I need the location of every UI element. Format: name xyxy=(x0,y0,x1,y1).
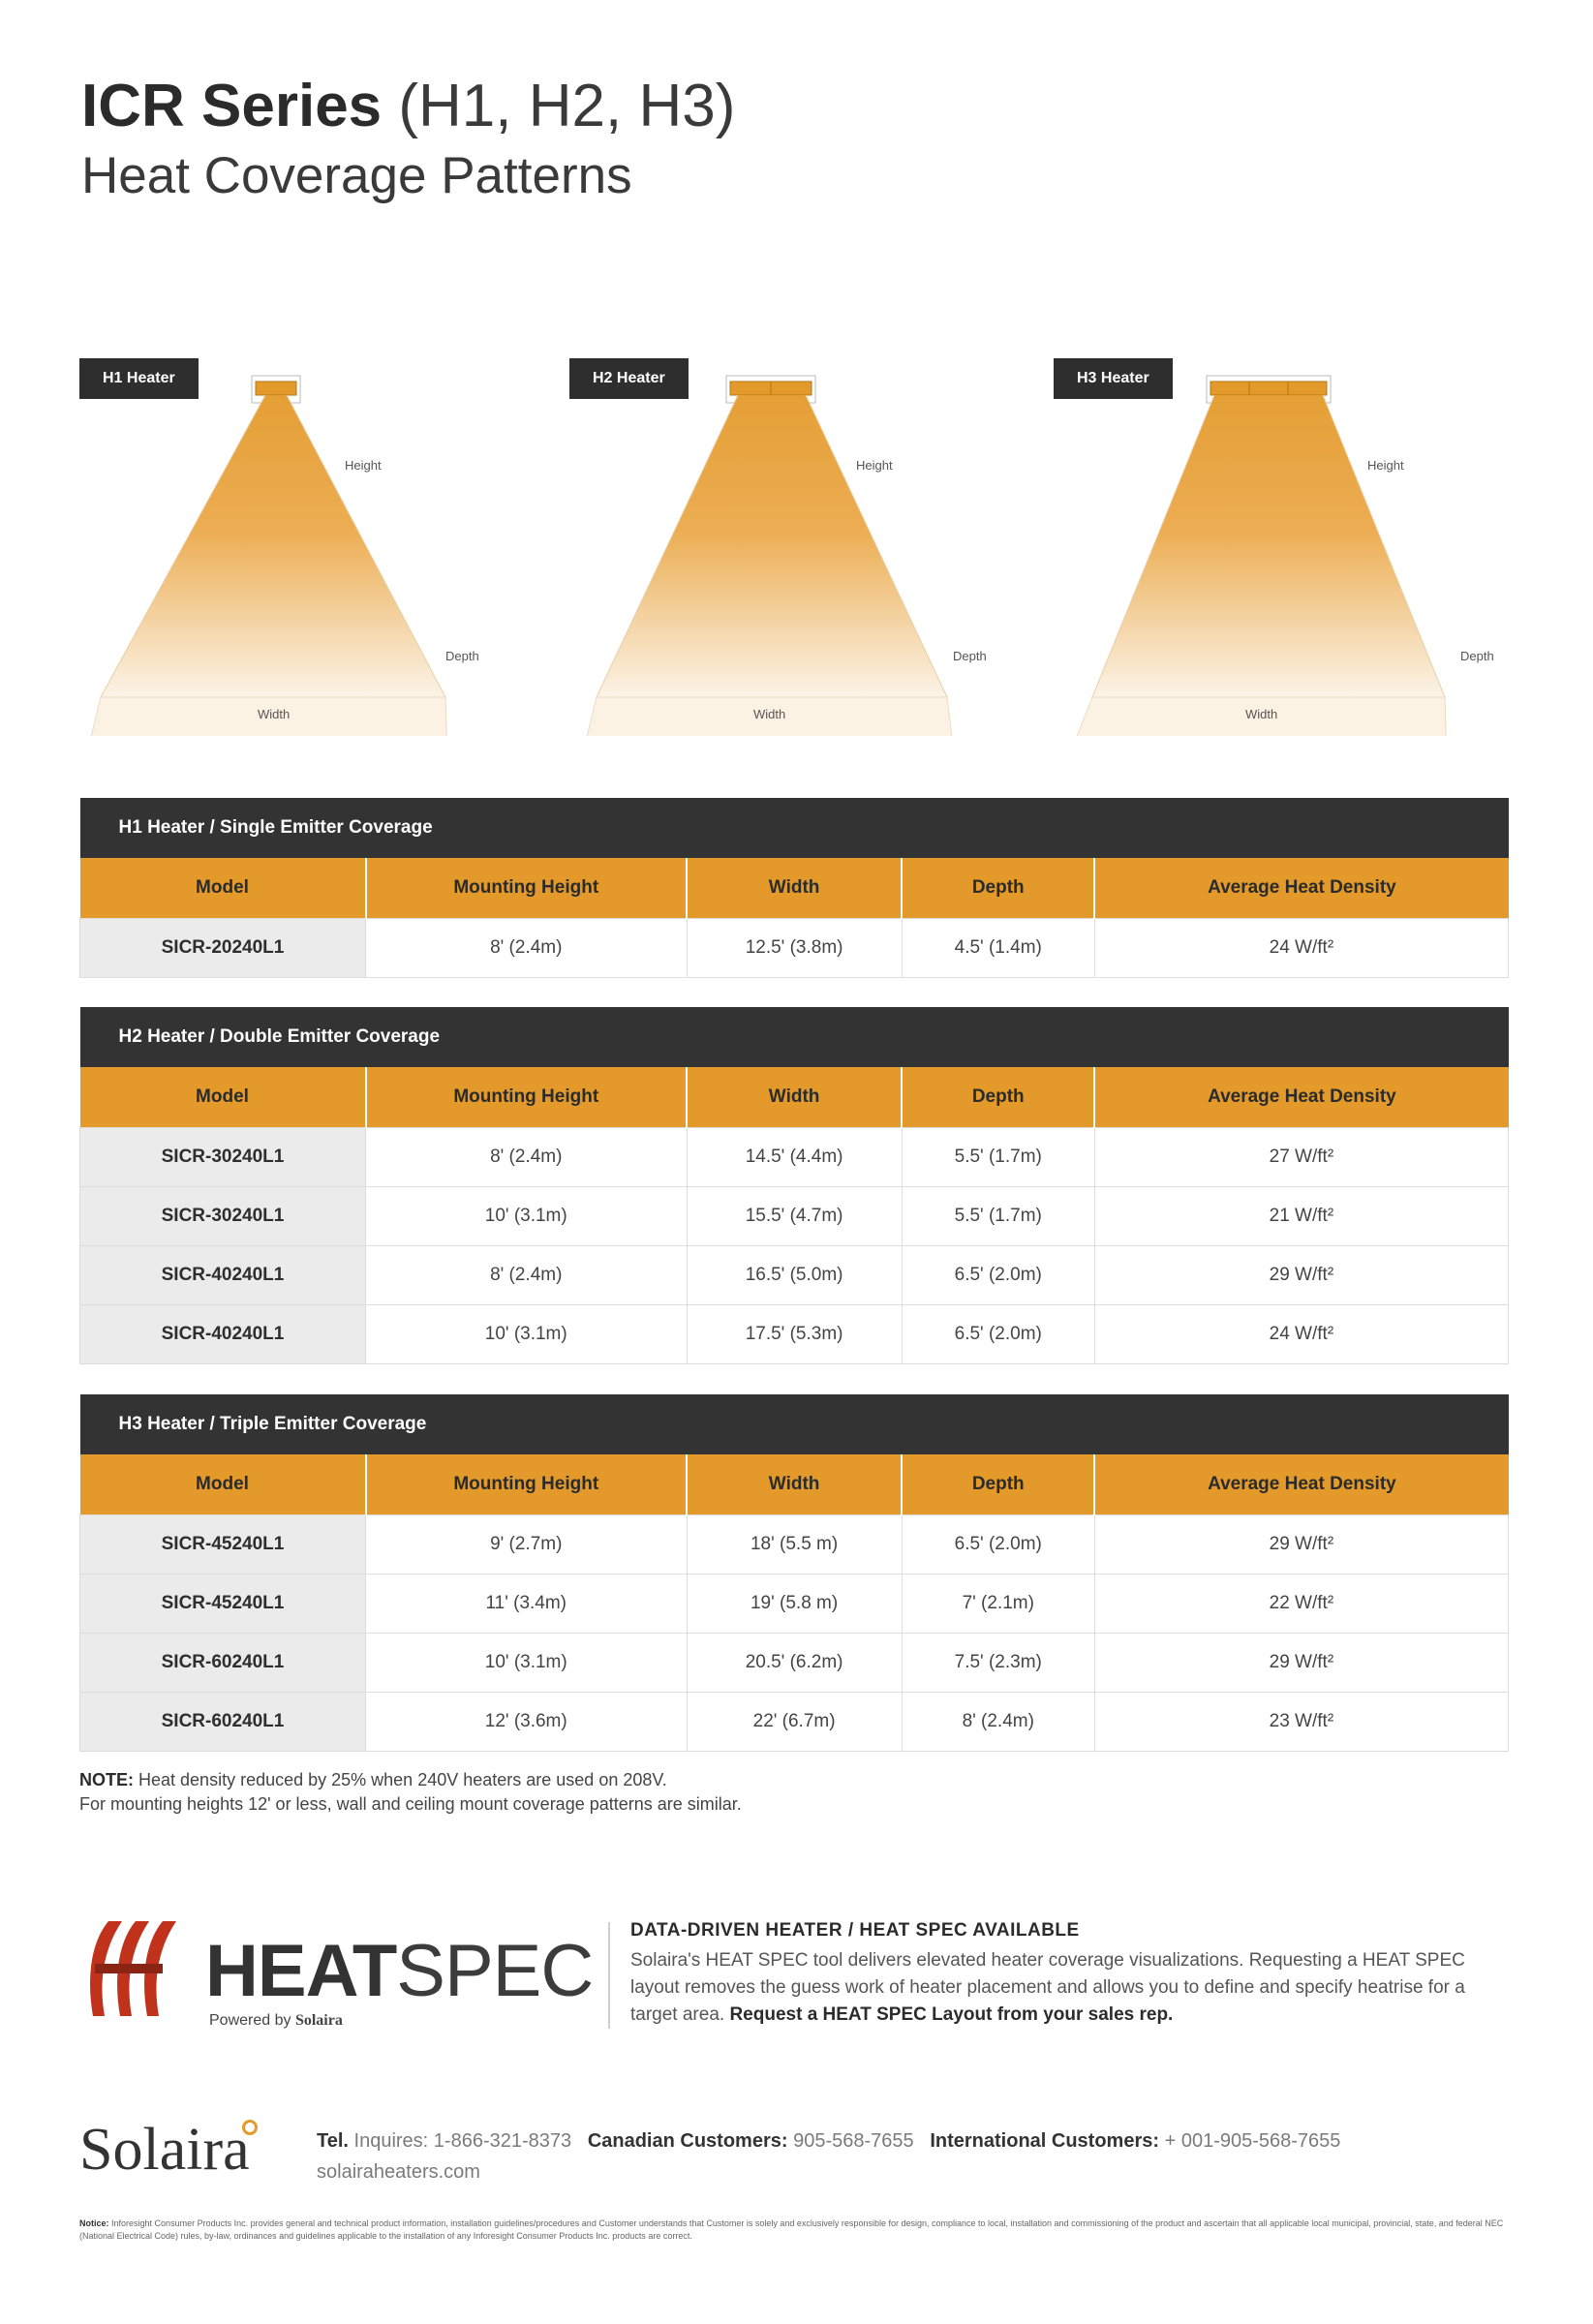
h2-coverage-table xyxy=(79,1007,1509,1364)
col-mounting-height: Mounting Height xyxy=(366,1454,688,1514)
heat-density-cell: 29 W/ft² xyxy=(1094,1245,1508,1304)
heatspec-body xyxy=(630,1947,1483,2029)
width-cell: 22' (6.7m) xyxy=(687,1692,902,1751)
table-row xyxy=(80,1186,1509,1245)
heatspec-divider xyxy=(608,1922,610,2029)
col-heat-density: Average Heat Density xyxy=(1094,1454,1508,1514)
table-row xyxy=(80,918,1509,977)
note-text-1: Heat density reduced by 25% when 240V heaters are used on 208V. xyxy=(138,1770,667,1789)
heatspec-info xyxy=(630,1920,1483,2029)
tel-value: Inquires: 1-866-321-8373 xyxy=(353,2130,572,2152)
heatspec-heading: DATA-DRIVEN HEATER / HEAT SPEC AVAILABLE xyxy=(630,1920,1080,1941)
model-cell: SICR-40240L1 xyxy=(80,1304,366,1363)
depth-cell: 7.5' (2.3m) xyxy=(902,1633,1094,1692)
heat-density-cell: 27 W/ft² xyxy=(1094,1127,1508,1186)
h3-width-label: Width xyxy=(1245,707,1278,721)
width-cell: 18' (5.5 m) xyxy=(687,1514,902,1574)
website-link[interactable]: solairaheaters.com xyxy=(317,2161,480,2183)
contact-info xyxy=(317,2125,1340,2187)
mounting-height-cell: 8' (2.4m) xyxy=(366,1127,688,1186)
h1-tag: H1 Heater xyxy=(79,358,199,399)
depth-cell: 6.5' (2.0m) xyxy=(902,1514,1094,1574)
powered-by-text: Powered by xyxy=(209,2012,291,2029)
solaira-ring-icon xyxy=(242,2120,258,2135)
col-heat-density: Average Heat Density xyxy=(1094,1067,1508,1127)
col-width: Width xyxy=(687,1454,902,1514)
heatspec-cta: Request a HEAT SPEC Layout from your sales rep. xyxy=(729,2004,1174,2025)
h2-depth-label: Depth xyxy=(953,649,987,663)
table-header-row xyxy=(80,858,1509,918)
col-depth: Depth xyxy=(902,858,1094,918)
h3-coverage-area xyxy=(1092,395,1445,697)
depth-cell: 5.5' (1.7m) xyxy=(902,1127,1094,1186)
powered-by-brand: Solaira xyxy=(294,2012,343,2029)
depth-cell: 6.5' (2.0m) xyxy=(902,1304,1094,1363)
tel-label: Tel. xyxy=(317,2130,349,2152)
h1-height-label: Height xyxy=(345,458,382,473)
h3-coverage-cone xyxy=(1054,358,1509,736)
table-row xyxy=(80,1127,1509,1186)
h3-depth-label: Depth xyxy=(1460,649,1494,663)
mounting-height-cell: 10' (3.1m) xyxy=(366,1304,688,1363)
h1-coverage-area xyxy=(101,395,445,697)
depth-cell: 6.5' (2.0m) xyxy=(902,1245,1094,1304)
col-mounting-height: Mounting Height xyxy=(366,858,688,918)
heatspec-mark-icon xyxy=(79,1915,203,2022)
table-row xyxy=(80,1304,1509,1363)
model-cell: SICR-30240L1 xyxy=(80,1127,366,1186)
h1-coverage-table xyxy=(79,798,1509,978)
heat-density-cell: 29 W/ft² xyxy=(1094,1514,1508,1574)
note xyxy=(79,1768,742,1817)
width-cell: 16.5' (5.0m) xyxy=(687,1245,902,1304)
depth-cell: 4.5' (1.4m) xyxy=(902,918,1094,977)
mounting-height-cell: 11' (3.4m) xyxy=(366,1574,688,1633)
heat-density-cell: 24 W/ft² xyxy=(1094,1304,1508,1363)
page-subtitle: Heat Coverage Patterns xyxy=(81,147,632,204)
h3-emitters xyxy=(1210,382,1327,395)
table-row xyxy=(80,1514,1509,1574)
table-row xyxy=(80,1633,1509,1692)
mounting-height-cell: 8' (2.4m) xyxy=(366,1245,688,1304)
intl-value: + 001-905-568-7655 xyxy=(1164,2130,1341,2152)
h1-width-label: Width xyxy=(258,707,291,721)
canada-value: 905-568-7655 xyxy=(793,2130,914,2152)
h2-coverage-cone xyxy=(569,358,1025,736)
width-cell: 17.5' (5.3m) xyxy=(687,1304,902,1363)
col-width: Width xyxy=(687,1067,902,1127)
col-model: Model xyxy=(80,1067,366,1127)
h2-diagram xyxy=(569,358,1025,736)
solaira-wordmark: Solaira xyxy=(79,2117,250,2183)
depth-cell: 7' (2.1m) xyxy=(902,1574,1094,1633)
table-header-row xyxy=(80,1067,1509,1127)
canada-label: Canadian Customers: xyxy=(587,2130,788,2152)
mounting-height-cell: 10' (3.1m) xyxy=(366,1633,688,1692)
h1-coverage-cone xyxy=(79,358,535,736)
legal-label: Notice: xyxy=(79,2218,109,2228)
col-mounting-height: Mounting Height xyxy=(366,1067,688,1127)
table-section-header xyxy=(80,1394,1509,1454)
heat-density-cell: 29 W/ft² xyxy=(1094,1633,1508,1692)
heatspec-bold: HEAT xyxy=(205,1930,397,2012)
solaira-logo xyxy=(79,2116,250,2185)
table-header-row xyxy=(80,1454,1509,1514)
h2-width-label: Width xyxy=(753,707,786,721)
model-cell: SICR-45240L1 xyxy=(80,1574,366,1633)
width-cell: 15.5' (4.7m) xyxy=(687,1186,902,1245)
note-line-1 xyxy=(79,1768,742,1792)
h2-tag: H2 Heater xyxy=(569,358,689,399)
model-cell: SICR-60240L1 xyxy=(80,1692,366,1751)
heat-density-cell: 24 W/ft² xyxy=(1094,918,1508,977)
h3-coverage-table xyxy=(79,1394,1509,1752)
heatspec-logo xyxy=(79,1915,594,2032)
depth-cell: 8' (2.4m) xyxy=(902,1692,1094,1751)
width-cell: 19' (5.8 m) xyxy=(687,1574,902,1633)
contact-phones xyxy=(317,2125,1340,2156)
page-title xyxy=(81,70,735,143)
heatspec-wordmark xyxy=(205,1930,594,2012)
width-cell: 12.5' (3.8m) xyxy=(687,918,902,977)
mounting-height-cell: 12' (3.6m) xyxy=(366,1692,688,1751)
col-width: Width xyxy=(687,858,902,918)
table-section-header xyxy=(80,1007,1509,1067)
width-cell: 14.5' (4.4m) xyxy=(687,1127,902,1186)
table-title: H3 Heater / Triple Emitter Coverage xyxy=(80,1394,1509,1454)
model-cell: SICR-45240L1 xyxy=(80,1514,366,1574)
depth-cell: 5.5' (1.7m) xyxy=(902,1186,1094,1245)
mounting-height-cell: 9' (2.7m) xyxy=(366,1514,688,1574)
model-cell: SICR-40240L1 xyxy=(80,1245,366,1304)
mounting-height-cell: 8' (2.4m) xyxy=(366,918,688,977)
table-title: H2 Heater / Double Emitter Coverage xyxy=(80,1007,1509,1067)
model-cell: SICR-60240L1 xyxy=(80,1633,366,1692)
heat-density-cell: 22 W/ft² xyxy=(1094,1574,1508,1633)
col-model: Model xyxy=(80,858,366,918)
heatspec-powered-by xyxy=(209,2012,343,2030)
note-label: NOTE: xyxy=(79,1770,134,1789)
h3-tag: H3 Heater xyxy=(1054,358,1173,399)
note-line-2: For mounting heights 12' or less, wall and ceiling mount coverage patterns are similar. xyxy=(79,1794,742,1814)
h1-depth-label: Depth xyxy=(445,649,479,663)
col-depth: Depth xyxy=(902,1454,1094,1514)
model-cell: SICR-20240L1 xyxy=(80,918,366,977)
heat-density-cell: 21 W/ft² xyxy=(1094,1186,1508,1245)
mounting-height-cell: 10' (3.1m) xyxy=(366,1186,688,1245)
heat-density-cell: 23 W/ft² xyxy=(1094,1692,1508,1751)
h3-diagram xyxy=(1054,358,1509,736)
col-depth: Depth xyxy=(902,1067,1094,1127)
legal-text: Inforesight Consumer Products Inc. provides general and technical product information, installation guidelines/procedures and Customer understands that Customer is solely and exclusively responsible for design, compliance to local, installation and commissioning of the product and ascertain that all applicable local municipal, provincial, state, and federal NEC (National Electrical Code) rules, by-law, ordinances and guidelines applicable to the installation of any Inforesight Consumer Products Inc. products are correct. xyxy=(79,2218,1504,2241)
series-name: ICR Series xyxy=(81,73,383,139)
width-cell: 20.5' (6.2m) xyxy=(687,1633,902,1692)
heatspec-body-text: Solaira's HEAT SPEC tool delivers elevated heater coverage visualizations. Requesting a HEAT SPEC layout removes the guess work of heater placement and allows you to define and specify heatrise for a target area. xyxy=(630,1950,1465,2025)
model-cell: SICR-30240L1 xyxy=(80,1186,366,1245)
h2-height-label: Height xyxy=(856,458,893,473)
heatspec-light: SPEC xyxy=(396,1930,594,2012)
legal-notice xyxy=(79,2217,1513,2243)
table-section-header xyxy=(80,798,1509,858)
h3-height-label: Height xyxy=(1367,458,1404,473)
table-row xyxy=(80,1574,1509,1633)
series-models: (H1, H2, H3) xyxy=(398,73,736,139)
table-row xyxy=(80,1245,1509,1304)
h1-diagram xyxy=(79,358,535,736)
table-title: H1 Heater / Single Emitter Coverage xyxy=(80,798,1509,858)
col-model: Model xyxy=(80,1454,366,1514)
h2-coverage-area xyxy=(597,395,947,697)
intl-label: International Customers: xyxy=(930,2130,1160,2152)
col-heat-density: Average Heat Density xyxy=(1094,858,1508,918)
table-row xyxy=(80,1692,1509,1751)
title-block xyxy=(81,70,735,209)
h1-emitter xyxy=(256,382,296,395)
